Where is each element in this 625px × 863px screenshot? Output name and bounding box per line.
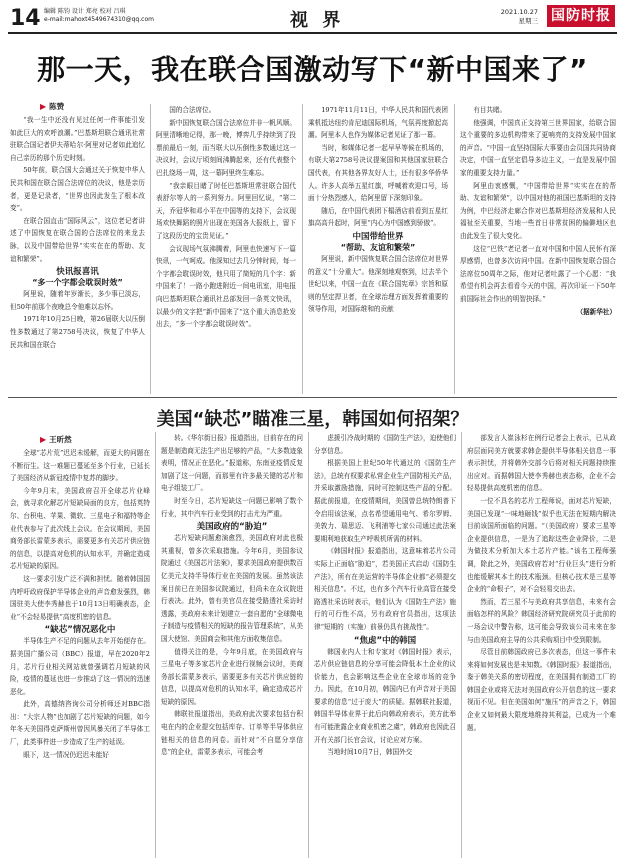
paragraph: 阿里说，新中国恢复联合国合法席位对世界的意义“十分重大”。他深刻地观察到，过去半个世纪以来，中国一直在《联合国宪章》宗旨和原则的坚定捍卫者，在全球治理方面发挥着重要的领导作用，对国际维和的贡献 <box>308 254 448 314</box>
header-rule <box>8 32 617 34</box>
paragraph: 阿里由衷感慨，“中国带给世界“实实在在的帮助、友谊和繁荣”，以中国对他的祖国巴基斯坦的支持为例，中巴经济走廊合作对巴基斯坦经济发展和人民福祉至关重要，当地一些首日非常贫困的偏僻地区也由此发生了很大变化。 <box>460 181 616 240</box>
paragraph: 有目共睹。 <box>473 106 507 114</box>
article2-byline <box>40 434 72 445</box>
paragraph: 会议现场气氛沸腾着，阿里也快速写下一篇快讯，一气呵成。他深知过去几分钟时间，每一个字都会耽误时效，他只用了简短的几个字：新中国来了！一路小跑进附近一间电讯室，用电报向巴基斯坦联合通讯社总部发回一条英文快讯，以最少的文字把“新中国来了”这个重大消息抢发出去，“多一个字都会耽误时效”。 <box>156 244 296 329</box>
paragraph: “我亲眼目睹了时任巴基斯坦常驻联合国代表舒尔等人的一系列努力。阿里回忆说，“第二天，乔冠华和邓小平在中国等的支持下，会议现场欢快舞蹈的照片出现在美国各大报纸上，留下了这段历史的宝贵见证。” <box>156 181 296 240</box>
article-divider <box>8 397 617 398</box>
paragraph: “我一生中还没有见过任何一件事能引发如此巨大的欢呼浪潮。”巴基斯坦联合通讯社常驻联合国记者伊夫蒂哈尔·阿里对记者如此追忆自己亲历的那个历史时刻。 <box>10 116 145 162</box>
section-title: 视 界 <box>290 10 345 31</box>
masthead-logo: 国防时报 <box>547 5 615 27</box>
paragraph: 这一要求引发广泛不满和担忧。随着韩国国内呼吁政府保护半导体企业的声音愈发强烈，韩国驻美大使李秀赫也于10月13日明确表态，企业“不会轻易提供”高度机密的信息。 <box>10 574 150 621</box>
paragraph: 转。《华尔街日报》报道指出，目前存在的问题是制造商无法生产出足够的产品，“大多数迹象表明，情况正在恶化。”报道称，东南亚疫情反复加剧了这一问题，而那里有许多最关键的芯片和电子组装工厂。 <box>161 434 303 493</box>
article2-headline: 美国“缺芯”瞄准三星，韩国如何招架？ <box>156 409 469 430</box>
paragraph: 当地时间10月7日，韩国外交 <box>327 748 413 757</box>
paragraph: 他强调，中国真正支持第三世界国家，给联合国这个重要的多边机构带来了更响亮的支持发展中国家的声音。“中国一直坚持国际大事要由会员国共同协商决定，中国一直坚定倡导多边主义，一直是发展中国家的重要支持力量。” <box>460 118 616 177</box>
weekday: 星期三 <box>518 17 538 25</box>
subheading: “多一个字都会耽误时效” <box>32 278 123 288</box>
paragraph: 芯片短缺问题愈演愈烈，美国政府对此也极其重视，曾多次采取措施。今年6月，美国参议院通过《美国芯片法案》，要求美国政府提供数百亿美元支持半导体行业在美国的发展。虽然该法案目前已在美国参议院通过，但尚未在众议院进行表决。此外，曾有美官员在接受路透社采访时透露，美政府未来计划建立一套自愿的“全球微电子制造与疫情相关的短缺的报告管理系统”，从美国大使馆、美国商会和其他方面收集信息。 <box>161 534 303 643</box>
paragraph: 半导体生产不足的问题从去年开始便存在。据美国广播公司（BBC）报道，早在2020年2月，芯片行业相关网站就曾强调若月短缺的风险，疫情的蔓延也进一步推动了这一情况的迅速恶化。 <box>10 637 150 696</box>
paragraph: 根据美国上世纪50年代通过的《国防生产法》，总统有权要求私营企业生产国防相关产品，并采取激励措施，同时可控制这些产品的分配。据此前报道，在疫情期间，美国曾总统特朗普下令启用该法案，点名希望通用电气、希尔罗姆、美敦力、瑞思迈、飞利浦等七家公司通过此法案要期利地获取生产呼吸机所需的材料。 <box>314 459 456 543</box>
page-number: 14 <box>10 6 41 31</box>
article1-column-1 <box>10 114 145 392</box>
article2-column-3 <box>314 432 456 857</box>
paragraph: 国的合法席位。 <box>169 106 216 114</box>
paragraph: 当时，和媒体记者一起早早等候在机场的，有联大第2758号决议提案国和其他国家驻联合国代表，有其他各界友好人士，还有很多华侨华人。许多人高举五星红旗，呼喊着欢迎口号，场面十分热烈感人，给阿里留下深刻印象。 <box>308 143 448 203</box>
paragraph: 《韩国时报》报道指出，这意味着芯片公司实际上正面临“胁迫”，若美国正式启动《国防生产法》，所有在美运营的半导体企业都“必须提交相关信息”。不过，也有多个汽车行业高管在接受路透社采访时表示，他们认为《国防生产法》施行的可行性不高，另有政府官员指出，这项法律“短期的（实施）前景仍具有挑战性”。 <box>314 547 456 631</box>
article2-column-4 <box>467 432 616 857</box>
subheading: 快讯报喜讯 <box>56 267 99 278</box>
column-divider <box>302 104 303 394</box>
issue-date <box>478 8 538 26</box>
paragraph: 一位不具名的芯片工程师说，面对芯片短缺，美国已发现“一味地砸钱”似乎也无法在短期内解决目前该国所面临的问题。“（美国政府）要求三星等企业提供信息，一是为了追踪这些企业降价，二是为做技术分析加大本土芯片产能。”该名工程师强调，除此之外，美国政府若对“行业巨头”进行分析也能缓解其本土的技术瓶颈。但核心技术是三星等企业的“命根子”，对不会轻易交出去。 <box>467 496 616 594</box>
date: 2021.10.27 <box>500 8 538 16</box>
subheading: “缺芯”情况恶化中 <box>44 625 116 636</box>
article1-byline <box>40 101 64 112</box>
paragraph: 部发言人崔泳杉在例行记者会上表示，已从政府层面同美方就要求韩企提供半导体相关信息一事表示担忧，并将韩外交部今后将对相关问题持续推出应对。而据韩国大使李秀赫也表态称，企业不会轻易提供高度机密的信息。 <box>467 434 616 493</box>
paragraph: 全球“芯片荒”迟迟未缓解，而更大的问题在不断衍生。这一难题已蔓延至多个行业，已延长了美国经济从新冠疫情中复苏的脚步。 <box>10 449 150 483</box>
paragraph: 阿里说，随着年岁渐长，多少事已淡忘，但50年前那个夜晚总令他难以忘怀。 <box>10 290 145 311</box>
source-credit: （据新华社） <box>576 307 616 316</box>
paragraph: 50年前，联合国大会通过关于恢复中华人民共和国在联合国合法席位的决议，他是亲历者，更是记录者，“世界也因此发生了根本改变”。 <box>10 166 145 213</box>
author: 陈赞 <box>49 102 65 111</box>
subheading: “帮助、友谊和繁荣” <box>340 242 416 252</box>
paragraph: 韩国业内人士和专家对《韩国时报》表示，芯片供应链信息的分享可能会降低本土企业的议价能力，也会影响这些企业在全球市场的竞争力。因此，在10月初，韩国内已有声音对于美国要求的信息“过于庞大”的质疑。据韩联社报道，韩国半导体业界于此后向韩政府表示，美方此举有可能泄露企业商业机密之虞”，韩政府也因此召开有关部门长官会议，讨论应对方案。 <box>314 647 456 744</box>
paragraph: 此外，高德纳咨询公司分析师还对BBC指出：“大宗人物”也加剧了芯片短缺的问题，如今年冬天美国得克萨斯州曾因风暴关闭了半导体工厂，此类事件进一步造成了生产的延误。 <box>10 700 150 747</box>
article1-column-4 <box>460 104 616 392</box>
paragraph: 随后，在中国代表团下榻酒店前看到五星红旗高高升起时，阿里“内心为中国感到骄傲”。 <box>308 206 448 228</box>
article2-column-1 <box>10 447 150 857</box>
paragraph: 值得关注的是，今年9月底，在美国政府与三星电子等多家芯片企业进行视频会议时，美商务部长雷蒙多表示，需要更多有关芯片供应链的信息，以提高对危机的认知水平，确定造成芯片短缺的原因。 <box>161 647 303 706</box>
editors-info <box>44 8 164 24</box>
subheading: “焦虑”中的韩国 <box>353 635 417 646</box>
column-divider <box>155 432 156 858</box>
article1-column-3 <box>308 104 448 392</box>
paragraph: 今年9月末，美国政府召开全球芯片业峰会，就寻求化解芯片短缺局面的良方，包括英特尔、台积电、苹果、微软、三星电子和福特等企业代表参与了此次线上会议。在会议期间，美国商务部长雷蒙多表示，需要更多有关芯片供应链的信息，以提高对危机的认知水平，并确定造成芯片短缺的原因。 <box>10 486 150 571</box>
article1-column-2 <box>156 104 296 392</box>
column-divider <box>461 432 462 858</box>
paragraph: 在联合国直击“国际风云”，这位老记者讲述了中国恢复在联合国的合法席位的来龙去脉，以及中国带给世界“实实在在的帮助、友谊和繁荣”。 <box>10 216 145 263</box>
paragraph: 1971年11月11日，中华人民共和国代表团乘机抵达纽约肯尼迪国际机场，气氛再度掀起高潮。阿里本人也作为媒体记者见证了那一幕。 <box>308 106 448 140</box>
paragraph: 然而，若三星不与美政府共享信息，未来有会面临怎样的风险？韩国经济研究院研究员于此前的一场会议中警告称，这可能会导致该公司未来在参与由美国政府主导的公共采购项目中受到限制。 <box>467 597 616 644</box>
paragraph: 虑援引冷战时期的《国防生产法》，迫使他们分享信息。 <box>314 434 456 455</box>
editors-line: 编辑 陈钧 设计 郑亮 校对 吕琪 <box>44 8 126 15</box>
triangle-icon: ▶ <box>40 435 47 444</box>
column-divider <box>454 104 455 394</box>
triangle-icon: ▶ <box>40 102 47 111</box>
paragraph: 眼下，这一情况仍迟迟未能好 <box>23 750 109 759</box>
column-divider <box>150 104 151 394</box>
editor-email: e-mail:mahoxt4549674310@qq.com <box>44 16 154 23</box>
article2-column-2 <box>161 432 303 857</box>
subheading: 中国带给世界 <box>352 231 404 242</box>
subheading: 美国政府的“胁迫” <box>196 522 268 533</box>
paragraph: 这位“巴铁”老记者一直对中国和中国人民怀有深厚感情，也曾多次访问中国。在新中国恢复联合国合法席位50周年之际，他对记者吐露了一个心愿：“我希望有机会再去看看今天的中国，再次印证一下50年前国际社会作出的明智抉择。” <box>460 244 616 303</box>
column-divider <box>308 432 309 858</box>
paragraph: 1971年10月25日晚，第26届联大以压倒性多数通过了第2758号决议，恢复了中华人民共和国在联合 <box>10 315 145 349</box>
author: 王昕然 <box>49 435 72 444</box>
paragraph: 新中国恢复联合国合法席位并非一帆风顺。阿里清晰地记得，那一晚，博弈几乎持续到了投票前最后一刻，而当联大以压倒性多数通过这一决议时，会议厅顷刻间沸腾起来，还有代表整个巴扎绕场一周，这一幕阿里终生难忘。 <box>156 118 296 177</box>
paragraph: 时至今日，芯片短缺这一问题已影响了数个行业，其中汽车行业受到的打击尤为严重。 <box>161 496 303 518</box>
paragraph: 尽管目前韩国政府已多次表态，但这一事件未来将如何发展也是未知数。《韩国时报》报道指出，鉴于韩美关系的密切程度，在美国拥有制造工厂的韩国企业或将无法对美国政府公开信息的这一要求视而不见。但在美国如何“施压”的声音之下，韩国企业又如何最大限度地维持其利益，已成为一个难题。 <box>467 648 616 732</box>
paragraph: 韩联社报道指出，美政府此次要求包括台积电在内的企业提交包括库存、订单等半导体供应链相关的信息的问卷。而针对“不自愿分享信息”的企业，雷蒙多表示，可能会考 <box>161 710 303 757</box>
article1-headline: 那一天，我在联合国激动写下“新中国来了” <box>37 53 588 86</box>
